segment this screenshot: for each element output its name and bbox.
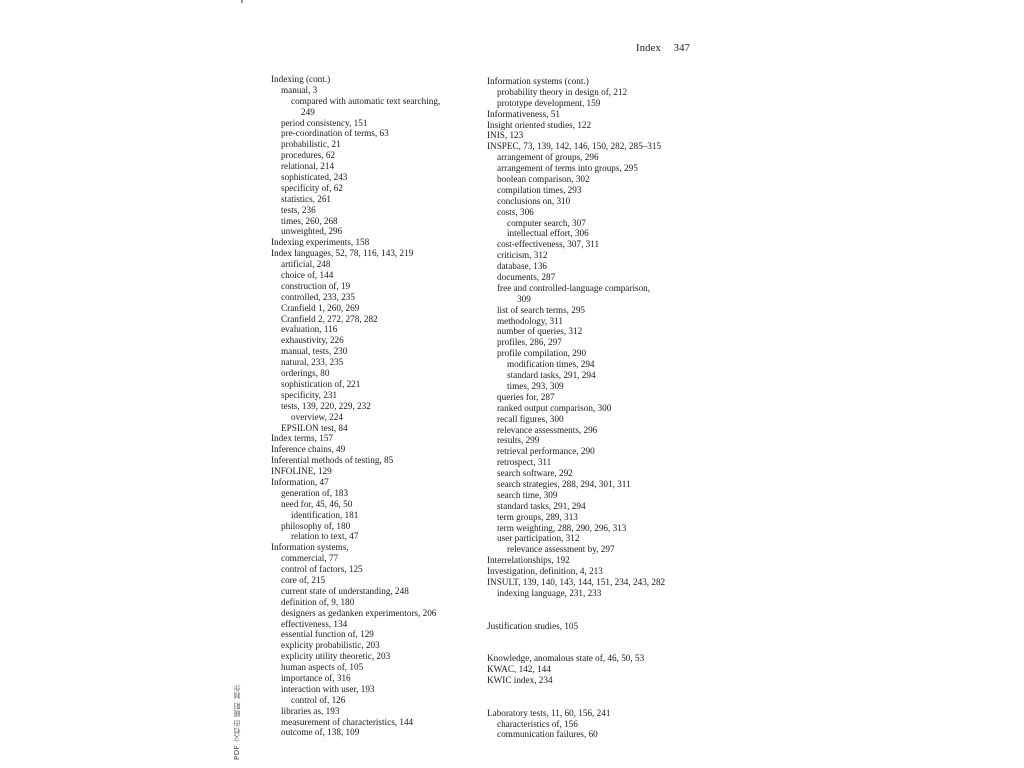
index-subentry: importance of, 316 <box>281 672 351 683</box>
index-subentry: evaluation, 116 <box>281 324 338 335</box>
index-subentry: sophistication of, 221 <box>281 378 361 389</box>
index-subentry: standard tasks, 291, 294 <box>507 370 596 381</box>
index-subentry: manual, tests, 230 <box>281 346 348 357</box>
index-subentry: profiles, 286, 297 <box>497 337 562 348</box>
index-subentry: search software, 292 <box>497 468 573 479</box>
index-subentry: cost-effectiveness, 307, 311 <box>497 239 600 250</box>
index-subentry: term groups, 289, 313 <box>497 511 578 522</box>
section-gap <box>487 686 717 708</box>
index-subentry: EPSILON test, 84 <box>281 422 348 433</box>
index-subentry: queries for, 287 <box>497 391 555 402</box>
index-heading: KWIC index, 234 <box>487 675 553 686</box>
index-heading: Indexing (cont.) <box>271 74 331 84</box>
index-subentry: compared with automatic text searching, <box>291 95 441 106</box>
index-subentry: probability theory in design of, 212 <box>497 86 628 97</box>
index-subentry: period consistency, 151 <box>281 117 368 128</box>
index-subentry: intellectual effort, 306 <box>507 228 589 239</box>
index-heading: Interrelationships, 192 <box>487 555 570 566</box>
index-subentry: Cranfield 2, 272, 278, 282 <box>281 313 378 324</box>
index-subentry: control of factors, 125 <box>281 564 363 575</box>
index-subentry: criticism, 312 <box>497 250 548 261</box>
index-subentry: 309 <box>517 293 531 304</box>
index-subentry: Cranfield 1, 260, 269 <box>281 302 360 313</box>
index-subentry: profile compilation, 290 <box>497 348 587 359</box>
index-subentry: list of search terms, 295 <box>497 304 586 315</box>
index-subentry: human aspects of, 105 <box>281 662 364 673</box>
index-subentry: indexing language, 231, 233 <box>497 587 602 598</box>
index-heading: Indexing experiments, 158 <box>271 237 370 248</box>
index-heading: Inference chains, 49 <box>271 444 346 455</box>
index-heading: INIS, 123 <box>487 130 524 141</box>
index-subentry: specificity, 231 <box>281 389 338 400</box>
index-subentry: tests, 236 <box>281 204 316 215</box>
index-subentry: exhaustivity, 226 <box>281 335 344 346</box>
index-column-left <box>271 74 486 738</box>
index-heading: Knowledge, anomalous state of, 46, 50, 53 <box>487 653 645 664</box>
index-subentry: search strategies, 288, 294, 301, 311 <box>497 478 631 489</box>
index-subentry: unweighted, 296 <box>281 226 343 237</box>
index-subentry: costs, 306 <box>497 206 534 217</box>
index-heading: INSPEC, 73, 139, 142, 146, 150, 282, 285–315 <box>487 141 662 152</box>
index-subentry: times, 293, 309 <box>507 380 564 391</box>
index-subentry: designers as gedanken experimentors, 206 <box>281 607 437 618</box>
index-heading: Index terms, 157 <box>271 433 334 444</box>
index-subentry: explicity utility theoretic, 203 <box>281 651 391 662</box>
index-subentry: identification, 181 <box>291 509 359 520</box>
index-subentry: computer search, 307 <box>507 217 586 228</box>
index-subentry: arrangement of groups, 296 <box>497 152 599 163</box>
index-heading: Laboratory tests, 11, 60, 156, 241 <box>487 707 611 718</box>
side-watermark-note: PDF 文档由 暖阳 制作 <box>233 684 241 760</box>
index-subentry: measurement of characteristics, 144 <box>281 716 414 727</box>
index-subentry: natural, 233, 235 <box>281 357 344 368</box>
running-head <box>636 43 690 54</box>
index-subentry: interaction with user, 193 <box>281 683 375 694</box>
index-subentry: recall figures, 300 <box>497 413 564 424</box>
index-subentry: controlled, 233, 235 <box>281 291 355 302</box>
index-subentry: construction of, 19 <box>281 280 351 291</box>
index-subentry: communication failures, 60 <box>497 729 598 740</box>
index-subentry: statistics, 261 <box>281 193 332 204</box>
index-subentry: procedures, 62 <box>281 150 336 161</box>
index-subentry: tests, 139, 220, 229, 232 <box>281 400 371 411</box>
index-subentry: core of, 215 <box>281 574 326 585</box>
index-subentry: artificial, 248 <box>281 259 331 270</box>
index-subentry: results, 299 <box>497 435 540 446</box>
index-subentry: relevance assessment by, 297 <box>507 544 615 555</box>
index-subentry: compilation times, 293 <box>497 184 582 195</box>
index-subentry: control of, 126 <box>291 694 346 705</box>
index-subentry: prototype development, 159 <box>497 97 601 108</box>
index-subentry: effectiveness, 134 <box>281 618 348 629</box>
index-heading: Index languages, 52, 78, 116, 143, 219 <box>271 248 414 259</box>
index-subentry: libraries as, 193 <box>281 705 340 716</box>
index-column-right <box>487 76 717 740</box>
index-subentry: need for, 45, 46, 50 <box>281 498 353 509</box>
index-subentry: standard tasks, 291, 294 <box>497 500 586 511</box>
index-subentry: arrangement of terms into groups, 295 <box>497 163 638 174</box>
index-subentry: retrospect, 311 <box>497 457 552 468</box>
index-subentry: outcome of, 138, 109 <box>281 727 360 738</box>
index-subentry: documents, 287 <box>497 272 556 283</box>
index-subentry: explicity probabilistic, 203 <box>281 640 380 651</box>
index-subentry: times, 260, 268 <box>281 215 338 226</box>
index-subentry: database, 136 <box>497 261 548 272</box>
index-heading: Investigation, definition, 4, 213 <box>487 566 603 577</box>
index-subentry: boolean comparison, 302 <box>497 174 590 185</box>
index-subentry: specificity of, 62 <box>281 182 343 193</box>
index-heading: KWAC, 142, 144 <box>487 664 551 675</box>
index-heading: Information, 47 <box>271 476 329 487</box>
index-subentry: overview, 224 <box>291 411 343 422</box>
index-subentry: characteristics of, 156 <box>497 718 578 729</box>
index-subentry: retrieval performance, 290 <box>497 446 595 457</box>
index-heading: Information systems (cont.) <box>487 76 589 86</box>
index-heading: Information systems, <box>271 542 349 553</box>
index-heading: Inferential methods of testing, 85 <box>271 455 394 466</box>
index-subentry: choice of, 144 <box>281 270 334 281</box>
index-subentry: 249 <box>301 106 315 117</box>
index-heading: Insight oriented studies, 122 <box>487 119 592 130</box>
index-subentry: orderings, 80 <box>281 368 330 379</box>
index-subentry: pre-coordination of terms, 63 <box>281 128 389 139</box>
index-subentry: commercial, 77 <box>281 553 339 564</box>
index-subentry: methodology, 311 <box>497 315 563 326</box>
index-heading: INFOLINE, 129 <box>271 466 332 477</box>
index-subentry: probabilistic, 21 <box>281 139 341 150</box>
index-subentry: sophisticated, 243 <box>281 172 348 183</box>
section-gap <box>487 599 717 621</box>
index-subentry: user participation, 312 <box>497 533 580 544</box>
index-subentry: relation to text, 47 <box>291 531 359 542</box>
index-subentry: manual, 3 <box>281 84 318 95</box>
index-subentry: free and controlled-language comparison, <box>497 282 651 293</box>
index-subentry: term weighting, 288, 290, 296, 313 <box>497 522 627 533</box>
index-subentry: ranked output comparison, 300 <box>497 402 612 413</box>
index-subentry: relational, 214 <box>281 161 335 172</box>
index-subentry: modification times, 294 <box>507 359 595 370</box>
index-subentry: current state of understanding, 248 <box>281 585 409 596</box>
page-number: 347 <box>673 43 691 54</box>
index-heading: Justification studies, 105 <box>487 620 579 631</box>
index-subentry: number of queries, 312 <box>497 326 583 337</box>
index-subentry: philosophy of, 180 <box>281 520 351 531</box>
index-subentry: definition of, 9, 180 <box>281 596 355 607</box>
index-heading: INSULT, 139, 140, 143, 144, 151, 234, 243, 282 <box>487 576 666 587</box>
index-subentry: search time, 309 <box>497 489 558 500</box>
index-subentry: relevance assessments, 296 <box>497 424 598 435</box>
index-subentry: essential function of, 129 <box>281 629 374 640</box>
index-subentry: generation of, 183 <box>281 487 349 498</box>
section-gap <box>487 631 717 653</box>
index-heading: Informativeness, 51 <box>487 108 560 119</box>
scan-artifact <box>241 0 243 3</box>
index-subentry: conclusions on, 310 <box>497 195 571 206</box>
running-head-title: Index <box>636 43 661 54</box>
